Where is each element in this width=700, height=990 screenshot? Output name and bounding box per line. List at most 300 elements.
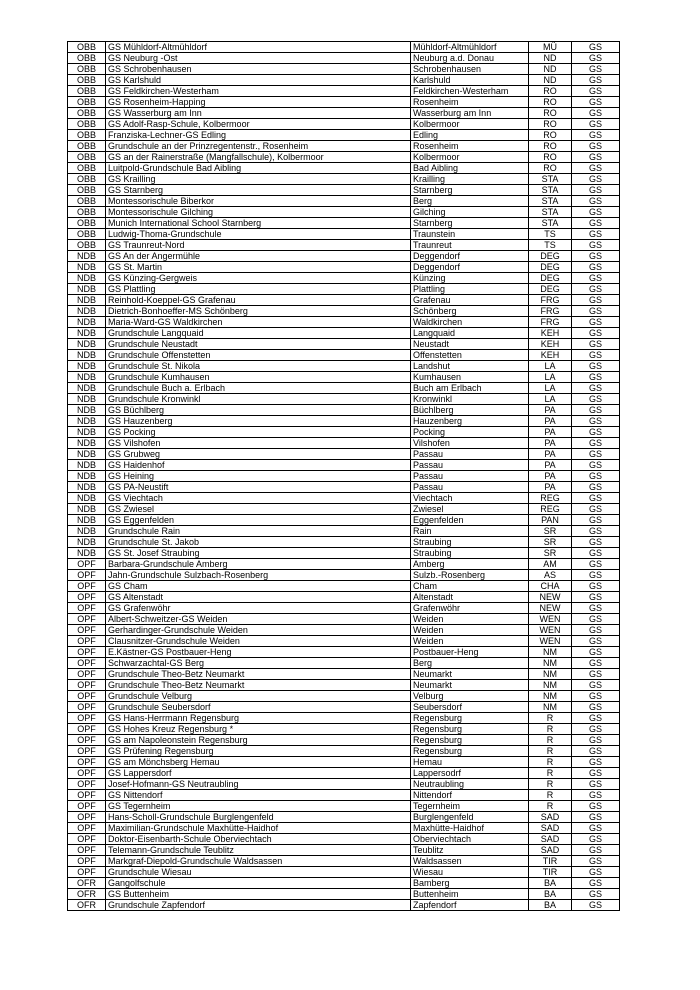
region-cell: NDB xyxy=(68,284,106,295)
school-type-cell: GS xyxy=(572,251,620,262)
school-name-cell: GS Altenstadt xyxy=(106,592,411,603)
region-cell: OPF xyxy=(68,691,106,702)
school-type-cell: GS xyxy=(572,669,620,680)
town-cell: Waldkirchen xyxy=(411,317,529,328)
school-name-cell: Maria-Ward-GS Waldkirchen xyxy=(106,317,411,328)
table-row xyxy=(68,174,620,185)
school-type-cell: GS xyxy=(572,779,620,790)
district-code-cell: KEH xyxy=(529,350,572,361)
school-name-cell: GS Zwiesel xyxy=(106,504,411,515)
school-name-cell: E.Kästner-GS Postbauer-Heng xyxy=(106,647,411,658)
region-cell: OPF xyxy=(68,647,106,658)
region-cell: NDB xyxy=(68,493,106,504)
school-type-cell: GS xyxy=(572,383,620,394)
school-name-cell: Grundschule Rain xyxy=(106,526,411,537)
school-type-cell: GS xyxy=(572,790,620,801)
school-type-cell: GS xyxy=(572,680,620,691)
town-cell: Passau xyxy=(411,471,529,482)
table-row xyxy=(68,196,620,207)
region-cell: OBB xyxy=(68,240,106,251)
school-type-cell: GS xyxy=(572,130,620,141)
region-cell: OBB xyxy=(68,207,106,218)
region-cell: NDB xyxy=(68,394,106,405)
table-row xyxy=(68,163,620,174)
district-code-cell: PA xyxy=(529,416,572,427)
region-cell: OBB xyxy=(68,185,106,196)
school-type-cell: GS xyxy=(572,647,620,658)
region-cell: NDB xyxy=(68,405,106,416)
town-cell: Oberviechtach xyxy=(411,834,529,845)
school-type-cell: GS xyxy=(572,592,620,603)
table-row xyxy=(68,570,620,581)
district-code-cell: RO xyxy=(529,108,572,119)
district-code-cell: TIR xyxy=(529,867,572,878)
district-code-cell: R xyxy=(529,757,572,768)
town-cell: Lappersodrf xyxy=(411,768,529,779)
region-cell: OBB xyxy=(68,42,106,53)
table-row xyxy=(68,119,620,130)
district-code-cell: RO xyxy=(529,119,572,130)
school-name-cell: GS Hohes Kreuz Regensburg * xyxy=(106,724,411,735)
school-type-cell: GS xyxy=(572,97,620,108)
school-type-cell: GS xyxy=(572,273,620,284)
town-cell: Weiden xyxy=(411,636,529,647)
school-type-cell: GS xyxy=(572,768,620,779)
district-code-cell: RO xyxy=(529,163,572,174)
school-name-cell: GS Mühldorf-Altmühldorf xyxy=(106,42,411,53)
school-type-cell: GS xyxy=(572,625,620,636)
school-type-cell: GS xyxy=(572,735,620,746)
table-row xyxy=(68,878,620,889)
district-code-cell: SAD xyxy=(529,845,572,856)
table-row xyxy=(68,823,620,834)
school-name-cell: Gerhardinger-Grundschule Weiden xyxy=(106,625,411,636)
region-cell: NDB xyxy=(68,548,106,559)
school-name-cell: GS Grubweg xyxy=(106,449,411,460)
table-row xyxy=(68,405,620,416)
district-code-cell: ND xyxy=(529,53,572,64)
table-row xyxy=(68,75,620,86)
table-row xyxy=(68,130,620,141)
district-code-cell: R xyxy=(529,790,572,801)
table-row xyxy=(68,647,620,658)
town-cell: Hemau xyxy=(411,757,529,768)
school-name-cell: GS PA-Neustift xyxy=(106,482,411,493)
district-code-cell: RO xyxy=(529,152,572,163)
school-type-cell: GS xyxy=(572,570,620,581)
table-row xyxy=(68,251,620,262)
school-type-cell: GS xyxy=(572,746,620,757)
town-cell: Starnberg xyxy=(411,218,529,229)
district-code-cell: STA xyxy=(529,196,572,207)
table-row xyxy=(68,768,620,779)
town-cell: Neutraubling xyxy=(411,779,529,790)
region-cell: NDB xyxy=(68,273,106,284)
town-cell: Gilching xyxy=(411,207,529,218)
table-row xyxy=(68,86,620,97)
town-cell: Starnberg xyxy=(411,185,529,196)
school-name-cell: Grundschule St. Jakob xyxy=(106,537,411,548)
school-name-cell: Clausnitzer-Grundschule Weiden xyxy=(106,636,411,647)
town-cell: Regensburg xyxy=(411,746,529,757)
region-cell: OPF xyxy=(68,592,106,603)
table-row xyxy=(68,845,620,856)
region-cell: OBB xyxy=(68,229,106,240)
town-cell: Seubersdorf xyxy=(411,702,529,713)
school-name-cell: Dietrich-Bonhoeffer-MS Schönberg xyxy=(106,306,411,317)
school-type-cell: GS xyxy=(572,119,620,130)
district-code-cell: PA xyxy=(529,405,572,416)
table-row xyxy=(68,856,620,867)
town-cell: Viechtach xyxy=(411,493,529,504)
table-row xyxy=(68,779,620,790)
school-name-cell: GS Lappersdorf xyxy=(106,768,411,779)
table-row xyxy=(68,328,620,339)
school-name-cell: GS Hauzenberg xyxy=(106,416,411,427)
region-cell: OBB xyxy=(68,75,106,86)
town-cell: Berg xyxy=(411,196,529,207)
school-name-cell: Grundschule Neustadt xyxy=(106,339,411,350)
region-cell: NDB xyxy=(68,350,106,361)
region-cell: OPF xyxy=(68,834,106,845)
table-row xyxy=(68,108,620,119)
table-row xyxy=(68,273,620,284)
district-code-cell: NM xyxy=(529,680,572,691)
school-name-cell: Franziska-Lechner-GS Edling xyxy=(106,130,411,141)
district-code-cell: RO xyxy=(529,97,572,108)
region-cell: NDB xyxy=(68,438,106,449)
table-row xyxy=(68,603,620,614)
region-cell: OPF xyxy=(68,845,106,856)
school-name-cell: Josef-Hofmann-GS Neutraubling xyxy=(106,779,411,790)
school-name-cell: GS Rosenheim-Happing xyxy=(106,97,411,108)
district-code-cell: WEN xyxy=(529,625,572,636)
school-type-cell: GS xyxy=(572,636,620,647)
region-cell: OPF xyxy=(68,867,106,878)
school-type-cell: GS xyxy=(572,812,620,823)
school-type-cell: GS xyxy=(572,163,620,174)
table-row xyxy=(68,471,620,482)
district-code-cell: DEG xyxy=(529,262,572,273)
school-name-cell: GS Prüfening Regensburg xyxy=(106,746,411,757)
school-name-cell: GS Traunreut-Nord xyxy=(106,240,411,251)
table-row xyxy=(68,581,620,592)
table-row xyxy=(68,867,620,878)
district-code-cell: AM xyxy=(529,559,572,570)
town-cell: Rosenheim xyxy=(411,97,529,108)
table-row xyxy=(68,680,620,691)
school-type-cell: GS xyxy=(572,460,620,471)
town-cell: Offenstetten xyxy=(411,350,529,361)
school-type-cell: GS xyxy=(572,284,620,295)
school-type-cell: GS xyxy=(572,504,620,515)
school-name-cell: GS Künzing-Gergweis xyxy=(106,273,411,284)
region-cell: NDB xyxy=(68,471,106,482)
table-row xyxy=(68,262,620,273)
town-cell: Neumarkt xyxy=(411,680,529,691)
region-cell: OPF xyxy=(68,856,106,867)
school-type-cell: GS xyxy=(572,174,620,185)
school-type-cell: GS xyxy=(572,372,620,383)
school-name-cell: GS St. Martin xyxy=(106,262,411,273)
district-code-cell: FRG xyxy=(529,306,572,317)
district-code-cell: PA xyxy=(529,427,572,438)
school-name-cell: Grundschule Kronwinkl xyxy=(106,394,411,405)
school-name-cell: Hans-Scholl-Grundschule Burglengenfeld xyxy=(106,812,411,823)
district-code-cell: PA xyxy=(529,438,572,449)
town-cell: Neustadt xyxy=(411,339,529,350)
school-type-cell: GS xyxy=(572,229,620,240)
region-cell: OPF xyxy=(68,702,106,713)
region-cell: OPF xyxy=(68,680,106,691)
school-type-cell: GS xyxy=(572,526,620,537)
table-row xyxy=(68,614,620,625)
town-cell: Mühldorf-Altmühldorf xyxy=(411,42,529,53)
table-row xyxy=(68,900,620,911)
town-cell: Bad Aibling xyxy=(411,163,529,174)
school-type-cell: GS xyxy=(572,559,620,570)
district-code-cell: SR xyxy=(529,537,572,548)
region-cell: OPF xyxy=(68,625,106,636)
region-cell: OPF xyxy=(68,823,106,834)
table-row xyxy=(68,152,620,163)
town-cell: Vilshofen xyxy=(411,438,529,449)
school-type-cell: GS xyxy=(572,834,620,845)
school-name-cell: GS St. Josef Straubing xyxy=(106,548,411,559)
town-cell: Feldkirchen-Westerham xyxy=(411,86,529,97)
district-code-cell: LA xyxy=(529,372,572,383)
town-cell: Cham xyxy=(411,581,529,592)
district-code-cell: R xyxy=(529,779,572,790)
table-row xyxy=(68,141,620,152)
school-type-cell: GS xyxy=(572,724,620,735)
town-cell: Buttenheim xyxy=(411,889,529,900)
town-cell: Grafenau xyxy=(411,295,529,306)
region-cell: OFR xyxy=(68,900,106,911)
school-name-cell: Reinhold-Koeppel-GS Grafenau xyxy=(106,295,411,306)
school-name-cell: GS an der Rainerstraße (Mangfallschule), Kolbermoor xyxy=(106,152,411,163)
school-type-cell: GS xyxy=(572,482,620,493)
school-name-cell: Ludwig-Thoma-Grundschule xyxy=(106,229,411,240)
table-row xyxy=(68,636,620,647)
school-type-cell: GS xyxy=(572,306,620,317)
district-code-cell: DEG xyxy=(529,284,572,295)
table-row xyxy=(68,790,620,801)
district-code-cell: KEH xyxy=(529,339,572,350)
school-name-cell: GS Buttenheim xyxy=(106,889,411,900)
region-cell: OPF xyxy=(68,614,106,625)
school-name-cell: Grundschule Seubersdorf xyxy=(106,702,411,713)
school-type-cell: GS xyxy=(572,878,620,889)
town-cell: Regensburg xyxy=(411,724,529,735)
region-cell: NDB xyxy=(68,306,106,317)
table-row xyxy=(68,64,620,75)
region-cell: NDB xyxy=(68,361,106,372)
town-cell: Waldsassen xyxy=(411,856,529,867)
table-row xyxy=(68,515,620,526)
district-code-cell: BA xyxy=(529,889,572,900)
town-cell: Karlshuld xyxy=(411,75,529,86)
school-type-cell: GS xyxy=(572,317,620,328)
table-row xyxy=(68,724,620,735)
school-name-cell: GS am Mönchsberg Hemau xyxy=(106,757,411,768)
region-cell: OBB xyxy=(68,97,106,108)
school-name-cell: GS Neuburg -Ost xyxy=(106,53,411,64)
district-code-cell: SR xyxy=(529,526,572,537)
table-row xyxy=(68,449,620,460)
town-cell: Burglengenfeld xyxy=(411,812,529,823)
school-name-cell: Montessorischule Gilching xyxy=(106,207,411,218)
town-cell: Landshut xyxy=(411,361,529,372)
school-type-cell: GS xyxy=(572,889,620,900)
district-code-cell: NM xyxy=(529,702,572,713)
region-cell: OBB xyxy=(68,86,106,97)
town-cell: Maxhütte-Haidhof xyxy=(411,823,529,834)
school-type-cell: GS xyxy=(572,900,620,911)
school-name-cell: Grundschule Langquaid xyxy=(106,328,411,339)
town-cell: Deggendorf xyxy=(411,262,529,273)
school-type-cell: GS xyxy=(572,801,620,812)
region-cell: OBB xyxy=(68,174,106,185)
table-row xyxy=(68,702,620,713)
district-code-cell: AS xyxy=(529,570,572,581)
region-cell: OPF xyxy=(68,603,106,614)
town-cell: Regensburg xyxy=(411,713,529,724)
school-type-cell: GS xyxy=(572,581,620,592)
district-code-cell: PA xyxy=(529,449,572,460)
region-cell: OPF xyxy=(68,779,106,790)
school-type-cell: GS xyxy=(572,537,620,548)
region-cell: OBB xyxy=(68,108,106,119)
district-code-cell: DEG xyxy=(529,251,572,262)
town-cell: Deggendorf xyxy=(411,251,529,262)
region-cell: OBB xyxy=(68,152,106,163)
region-cell: OPF xyxy=(68,570,106,581)
town-cell: Berg xyxy=(411,658,529,669)
district-code-cell: SAD xyxy=(529,823,572,834)
town-cell: Passau xyxy=(411,460,529,471)
region-cell: OPF xyxy=(68,636,106,647)
district-code-cell: LA xyxy=(529,361,572,372)
district-code-cell: FRG xyxy=(529,295,572,306)
school-name-cell: GS Krailling xyxy=(106,174,411,185)
school-type-cell: GS xyxy=(572,691,620,702)
school-name-cell: Grundschule Buch a. Erlbach xyxy=(106,383,411,394)
table-row xyxy=(68,372,620,383)
table-row xyxy=(68,339,620,350)
town-cell: Sulzb.-Rosenberg xyxy=(411,570,529,581)
district-code-cell: ND xyxy=(529,64,572,75)
region-cell: NDB xyxy=(68,295,106,306)
table-row xyxy=(68,383,620,394)
region-cell: OPF xyxy=(68,801,106,812)
school-type-cell: GS xyxy=(572,53,620,64)
town-cell: Traunstein xyxy=(411,229,529,240)
region-cell: OBB xyxy=(68,130,106,141)
table-row xyxy=(68,185,620,196)
town-cell: Straubing xyxy=(411,548,529,559)
school-name-cell: GS am Napoleonstein Regensburg xyxy=(106,735,411,746)
school-type-cell: GS xyxy=(572,405,620,416)
region-cell: NDB xyxy=(68,526,106,537)
district-code-cell: TIR xyxy=(529,856,572,867)
table-row xyxy=(68,592,620,603)
table-row xyxy=(68,537,620,548)
table-row xyxy=(68,526,620,537)
table-row xyxy=(68,713,620,724)
region-cell: NDB xyxy=(68,416,106,427)
school-type-cell: GS xyxy=(572,262,620,273)
town-cell: Krailling xyxy=(411,174,529,185)
town-cell: Neumarkt xyxy=(411,669,529,680)
school-name-cell: Albert-Schweitzer-GS Weiden xyxy=(106,614,411,625)
district-code-cell: KEH xyxy=(529,328,572,339)
region-cell: OPF xyxy=(68,724,106,735)
school-type-cell: GS xyxy=(572,218,620,229)
region-cell: NDB xyxy=(68,537,106,548)
region-cell: OBB xyxy=(68,218,106,229)
school-type-cell: GS xyxy=(572,856,620,867)
school-type-cell: GS xyxy=(572,394,620,405)
school-type-cell: GS xyxy=(572,108,620,119)
district-code-cell: NM xyxy=(529,647,572,658)
school-type-cell: GS xyxy=(572,64,620,75)
table-row xyxy=(68,97,620,108)
district-code-cell: NM xyxy=(529,658,572,669)
school-name-cell: GS Eggenfelden xyxy=(106,515,411,526)
region-cell: NDB xyxy=(68,482,106,493)
district-code-cell: R xyxy=(529,768,572,779)
district-code-cell: WEN xyxy=(529,636,572,647)
region-cell: OPF xyxy=(68,581,106,592)
district-code-cell: R xyxy=(529,724,572,735)
school-type-cell: GS xyxy=(572,152,620,163)
school-type-cell: GS xyxy=(572,548,620,559)
town-cell: Schrobenhausen xyxy=(411,64,529,75)
district-code-cell: STA xyxy=(529,185,572,196)
town-cell: Kronwinkl xyxy=(411,394,529,405)
town-cell: Rosenheim xyxy=(411,141,529,152)
region-cell: NDB xyxy=(68,504,106,515)
school-name-cell: Jahn-Grundschule Sulzbach-Rosenberg xyxy=(106,570,411,581)
school-type-cell: GS xyxy=(572,603,620,614)
school-name-cell: Telemann-Grundschule Teublitz xyxy=(106,845,411,856)
region-cell: OFR xyxy=(68,878,106,889)
town-cell: Postbauer-Heng xyxy=(411,647,529,658)
district-code-cell: TS xyxy=(529,229,572,240)
table-row xyxy=(68,295,620,306)
district-code-cell: ND xyxy=(529,75,572,86)
district-code-cell: BA xyxy=(529,900,572,911)
table-row xyxy=(68,53,620,64)
school-name-cell: Grundschule Theo-Betz Neumarkt xyxy=(106,669,411,680)
school-name-cell: GS Tegernheim xyxy=(106,801,411,812)
school-name-cell: Barbara-Grundschule Amberg xyxy=(106,559,411,570)
region-cell: NDB xyxy=(68,427,106,438)
school-name-cell: Grundschule Wiesau xyxy=(106,867,411,878)
school-name-cell: Markgraf-Diepold-Grundschule Waldsassen xyxy=(106,856,411,867)
region-cell: OPF xyxy=(68,658,106,669)
school-name-cell: Gangolfschule xyxy=(106,878,411,889)
district-code-cell: NM xyxy=(529,669,572,680)
district-code-cell: R xyxy=(529,746,572,757)
district-code-cell: PAN xyxy=(529,515,572,526)
town-cell: Büchlberg xyxy=(411,405,529,416)
school-name-cell: GS Grafenwöhr xyxy=(106,603,411,614)
table-row xyxy=(68,218,620,229)
district-code-cell: TS xyxy=(529,240,572,251)
district-code-cell: RO xyxy=(529,130,572,141)
